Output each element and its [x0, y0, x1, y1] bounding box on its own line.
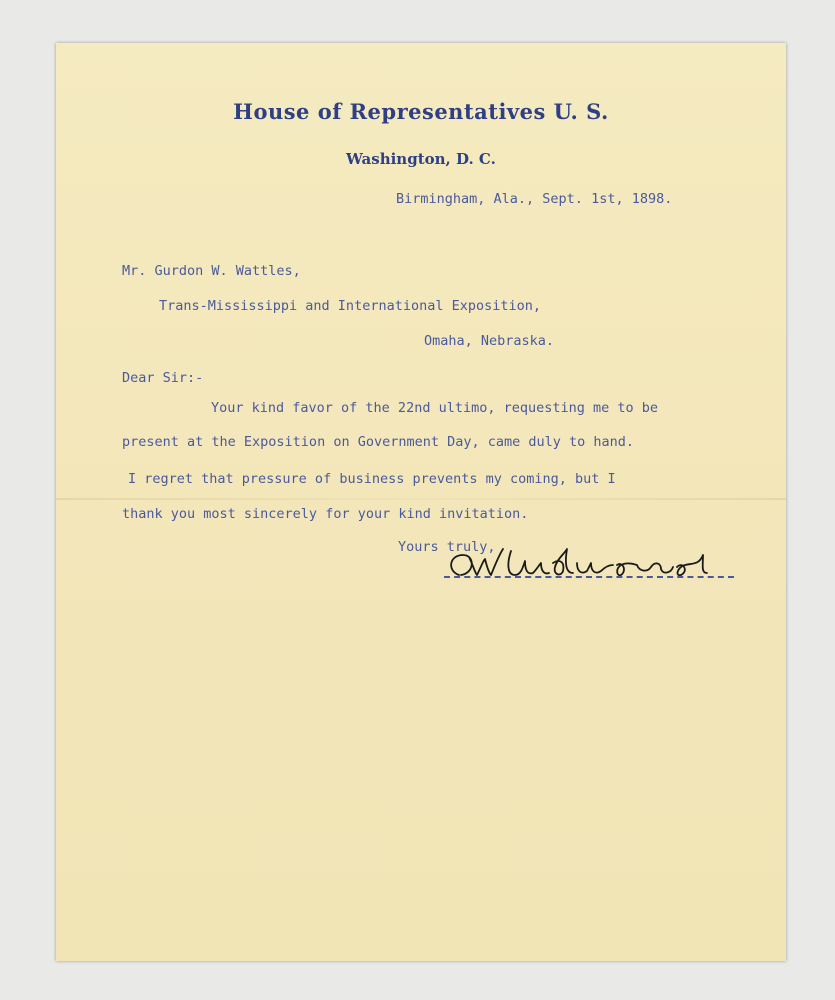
body-line: present at the Exposition on Government Day, came duly to hand.: [122, 434, 635, 450]
paper-fold: [56, 498, 786, 500]
letter-sheet: [56, 43, 786, 961]
date-line: Birmingham, Ala., Sept. 1st, 1898.: [396, 191, 673, 207]
signature: [441, 541, 741, 586]
body-line: I regret that pressure of business prevents my coming, but I: [128, 471, 616, 487]
letterhead-title: House of Representatives U. S.: [233, 99, 609, 124]
signature-underline: [444, 576, 734, 578]
body-line: Your kind favor of the 22nd ultimo, requesting me to be: [211, 400, 659, 416]
closing: Yours truly,: [398, 539, 496, 555]
body-line: thank you most sincerely for your kind invitation.: [122, 506, 529, 522]
recipient-organization: Trans-Mississippi and International Exposition,: [159, 298, 542, 314]
salutation: Dear Sir:-: [122, 370, 204, 386]
letterhead-city: Washington, D. C.: [346, 150, 496, 168]
recipient-location: Omaha, Nebraska.: [424, 333, 555, 349]
recipient-name: Mr. Gurdon W. Wattles,: [122, 263, 301, 279]
